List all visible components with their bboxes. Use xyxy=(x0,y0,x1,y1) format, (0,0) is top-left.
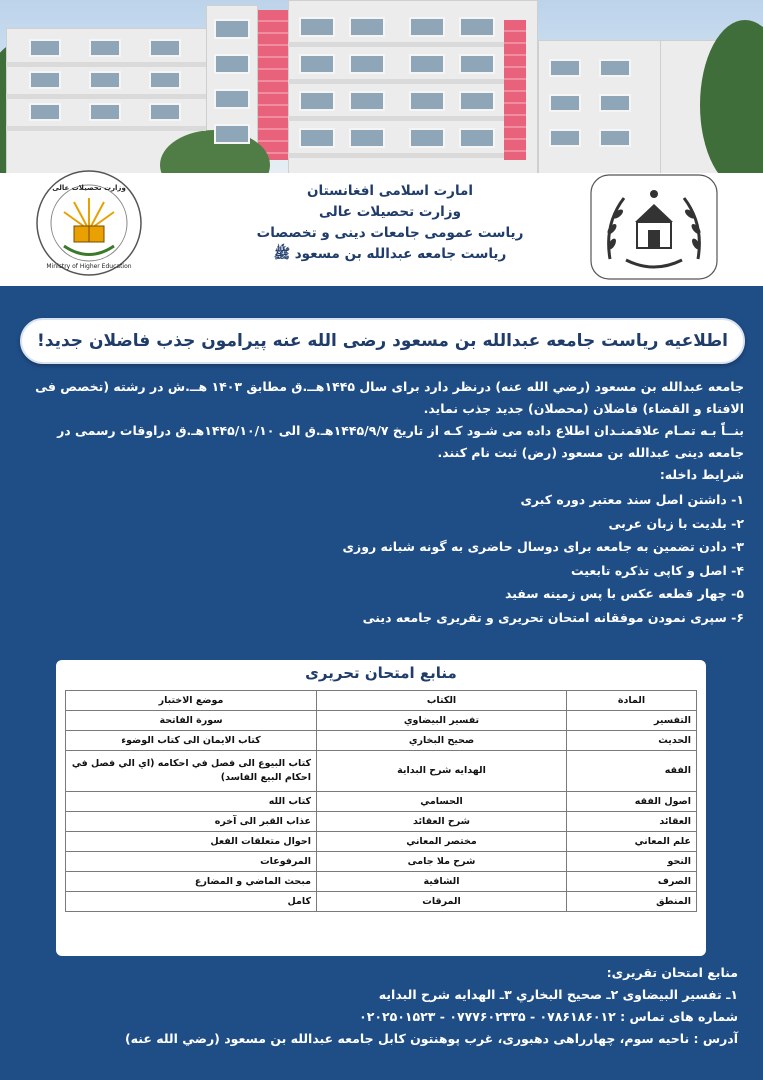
table-row xyxy=(66,731,697,751)
cell-book: شرح العقائد xyxy=(317,812,567,832)
cell-subject: التفسیر xyxy=(567,711,697,731)
cell-topic: کتاب البیوع الی فصل في احکامه (اي الي فصل في احکام البیع الفاسد) xyxy=(66,751,317,792)
notice-body xyxy=(22,376,744,629)
cell-book: المرقات xyxy=(317,892,567,912)
table-row xyxy=(66,852,697,872)
cell-book: الشافية xyxy=(317,872,567,892)
cell-topic: سورة الفاتحة xyxy=(66,711,317,731)
cell-subject: العقائد xyxy=(567,812,697,832)
condition-item: ۳- دادن تضمین به جامعه برای دوسال حاضری به گونه شبانه روزی xyxy=(342,539,744,554)
exam-sources-title: منابع امتحان تحریری xyxy=(305,664,457,682)
header-line-emirate: امارت اسلامی افغانستان xyxy=(306,183,474,199)
header-line-ministry: وزارت تحصیلات عالی xyxy=(319,204,461,220)
conditions-title: شرایط داخله: xyxy=(659,467,744,482)
table-row xyxy=(66,832,697,852)
header-book: الکتاب xyxy=(317,691,567,711)
cell-topic: کامل xyxy=(66,892,317,912)
contact-numbers: شماره های تماس : ۰۷۸۶۱۸۶۰۱۲ - ۰۷۷۷۶۰۲۳۳۵ - ۰۲۰۲۵۰۱۵۲۳ xyxy=(359,1009,738,1024)
cell-subject: علم المعاني xyxy=(567,832,697,852)
notice-paragraph-2: بنــاًً بـه تمـام علاقمنـدان اطلاع داده می شـود کـه از تاریخ ۱۴۴۵/۹/۷هـ.ق الی ۱۴۴۵/۱۰/۱۰هـ.ق دراوقات رسمی در جامعه دینی عبدالله بن مسعود (رض) ثبت نام کنند. xyxy=(57,423,744,460)
cell-subject: الفقه xyxy=(567,751,697,792)
cell-topic: کتاب الایمان الی کتاب الوضوء xyxy=(66,731,317,751)
cell-topic: مبحث الماضي و المضارع xyxy=(66,872,317,892)
seal-text-top: وزارت تحصیلات عالی xyxy=(52,184,126,192)
cell-topic: احوال متعلقات الفعل xyxy=(66,832,317,852)
cell-subject: المنطق xyxy=(567,892,697,912)
condition-item: ۵- چهار قطعه عکس با پس زمینه سفید xyxy=(504,586,744,601)
condition-item: ۴- اصل و کاپی تذکره تابعیت xyxy=(571,562,744,578)
condition-item: ۶- سپری نمودن موفقانه امتحان تحریری و تقریری جامعه دینی xyxy=(362,609,744,625)
oral-exam-title: منابع امتحان تقریری: xyxy=(606,965,738,980)
table-row xyxy=(66,751,697,792)
cell-book: شرح ملا جامی xyxy=(317,852,567,872)
table-row xyxy=(66,792,697,812)
header-subject: المادة xyxy=(567,691,697,711)
cell-book: تفسیر البیضاوي xyxy=(317,711,567,731)
header-topic: موضع الاختبار xyxy=(66,691,317,711)
condition-item: ۱- داشتن اصل سند معتبر دوره کبری xyxy=(520,492,744,507)
notice-paragraph-1: جامعه عبدالله بن مسعود (رضي الله عنه) درنظر دارد برای سال ۱۴۴۵هــ.ق مطابق ۱۴۰۳ هــ.ش در رشته (تخصص فی الافتاء و القضاء) فاضلان (محصلان) جدید جذب نماید. xyxy=(35,379,744,416)
conditions-list xyxy=(22,488,744,629)
header-titles xyxy=(250,181,530,265)
emirate-emblem-icon xyxy=(590,174,718,280)
exam-sources-table xyxy=(65,690,697,912)
cell-book: صحیح البخاري xyxy=(317,731,567,751)
building-windows xyxy=(0,0,763,178)
cell-subject: النحو xyxy=(567,852,697,872)
exam-sources-box xyxy=(56,660,706,956)
address: آدرس : ناحیه سوم، چهارراهی دهبوری، غرب پوهنتون کابل جامعه عبدالله بن مسعود (رضي الله عنه) xyxy=(124,1031,738,1046)
building-photo xyxy=(0,0,763,178)
notice-footer xyxy=(20,962,738,1050)
seal-text-bottom: Ministry of Higher Education xyxy=(46,263,132,270)
table-row xyxy=(66,872,697,892)
cell-book: مختصر المعاني xyxy=(317,832,567,852)
cell-subject: اصول الفقه xyxy=(567,792,697,812)
ministry-seal-icon xyxy=(34,168,144,278)
cell-topic: المرفوعات xyxy=(66,852,317,872)
table-row xyxy=(66,812,697,832)
cell-subject: الصرف xyxy=(567,872,697,892)
oral-exam-sources: ۱ـ تفسیر البیضاوی ۲ـ صحیح البخاري ۳ـ الهدایه شرح البدایه xyxy=(378,987,738,1002)
header-line-university: ریاست جامعه عبدالله بن مسعود ﷺ xyxy=(273,246,507,262)
cell-topic: عذاب القبر الی آخره xyxy=(66,812,317,832)
cell-book: الحسامي xyxy=(317,792,567,812)
table-row xyxy=(66,892,697,912)
header-line-directorate: ریاست عمومی جامعات دینی و تخصصات xyxy=(256,225,524,241)
notice-title: اطلاعیه ریاست جامعه عبدالله بن مسعود رضی الله عنه پیرامون جذب فاضلان جدید! xyxy=(20,318,745,364)
cell-topic: کتاب الله xyxy=(66,792,317,812)
table-row xyxy=(66,711,697,731)
condition-item: ۲- بلدیت با زبان عربی xyxy=(608,515,744,531)
table-header-row xyxy=(66,691,697,711)
cell-book: الهدایه شرح البدایة xyxy=(317,751,567,792)
cell-subject: الحدیث xyxy=(567,731,697,751)
